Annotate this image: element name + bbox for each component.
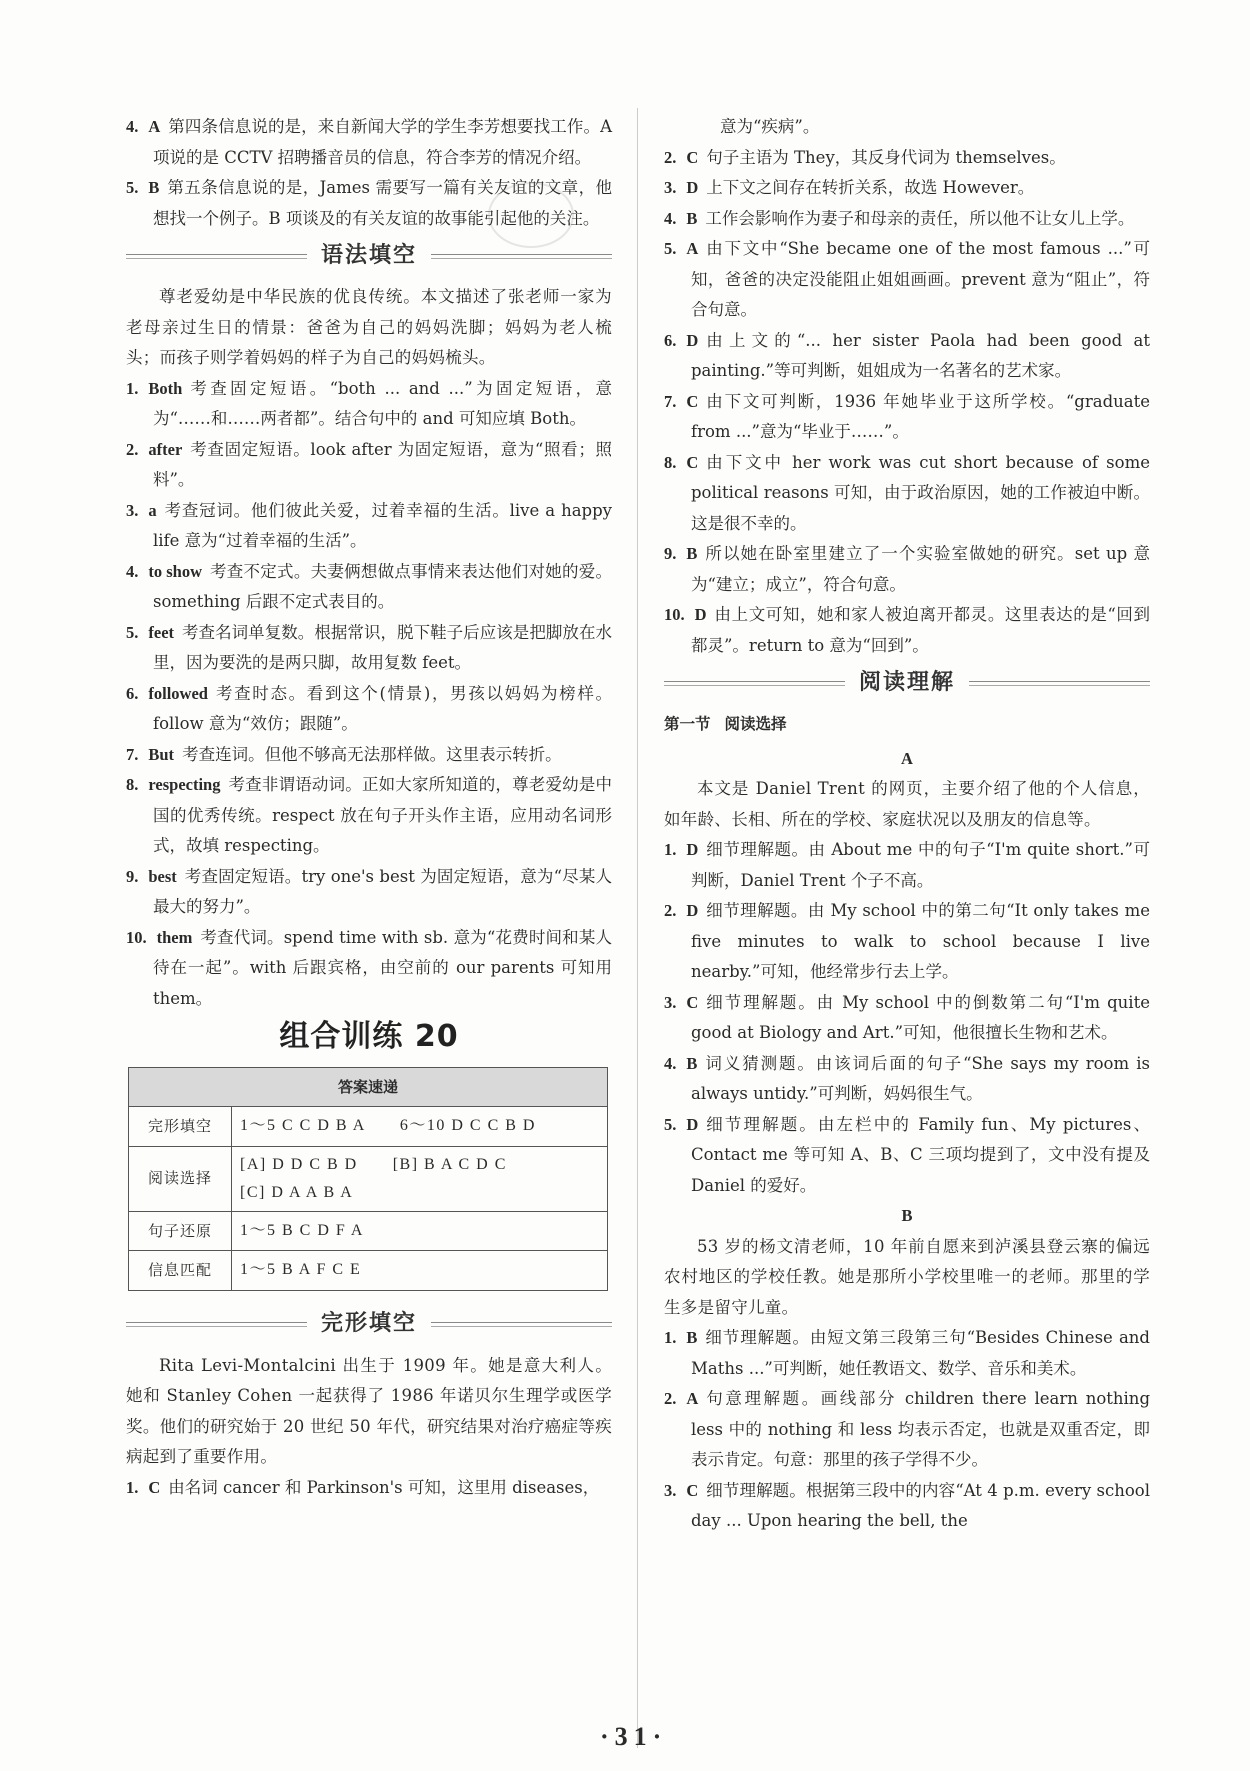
answer-table-header: 答案速递 <box>129 1067 608 1107</box>
item-answer: Both <box>148 378 183 398</box>
passage-a-items <box>664 835 1150 1201</box>
answer-item <box>664 387 1150 448</box>
item-explanation: 细节理解题。由左栏中的 Family fun、My pictures、Contact me 等可知 A、B、C 三项均提到了，文中没有提及 Daniel 的爱好。 <box>691 1114 1150 1195</box>
answer-item <box>126 740 612 771</box>
item-number: 5. <box>126 178 139 197</box>
reading-title: 阅读理解 <box>859 669 956 695</box>
item-number: 9. <box>664 544 677 563</box>
item-number: 6. <box>664 330 677 350</box>
item-answer: after <box>148 439 183 459</box>
item-number: 4. <box>126 117 139 136</box>
item-number: 5. <box>126 622 139 642</box>
item-answer: D <box>686 840 699 859</box>
cloze-title: 完形填空 <box>321 1311 418 1337</box>
item-number: 2. <box>664 901 677 920</box>
answer-item <box>126 923 612 1015</box>
answer-table-label: 阅读选择 <box>129 1146 232 1211</box>
item-number: 2. <box>126 439 139 459</box>
item-explanation: 由上文的“... her sister Paola had been good at painting.”等可判断，姐姐成为一名著名的艺术家。 <box>691 330 1150 380</box>
item-explanation: 句子主语为 They，其反身代词为 themselves。 <box>706 147 1066 167</box>
answer-item <box>126 435 612 496</box>
item-answer: A <box>148 117 161 136</box>
item-answer: A <box>686 1389 699 1408</box>
item-number: 8. <box>126 775 139 794</box>
answer-item <box>126 770 612 862</box>
item-explanation: 细节理解题。根据第三段中的内容“At 4 p.m. every school day ... Upon hearing the bell, the <box>691 1480 1150 1530</box>
passage-b-intro: 53 岁的杨文清老师，10 年前自愿来到泸溪县登云寨的偏远农村地区的学校任教。她是那所小学校里唯一的老师。那里的学生多是留守儿童。 <box>664 1236 1150 1317</box>
answer-table-row <box>129 1251 608 1291</box>
answer-item <box>126 374 612 435</box>
grammar-items <box>126 374 612 1015</box>
passage-b-items <box>664 1323 1150 1537</box>
item-answer: C <box>686 1480 699 1500</box>
answer-item <box>126 862 612 923</box>
answer-item <box>664 896 1150 988</box>
item-explanation: 考查非谓语动词。正如大家所知道的，尊老爱幼是中国的优秀传统。respect 放在句子开头作主语，应用动名词形式，故填 respecting。 <box>153 775 612 855</box>
item-answer: B <box>686 1053 698 1073</box>
item-explanation: 细节理解题。由短文第三段第三句“Besides Chinese and Maths ...”可判断，她任教语文、数学、音乐和美术。 <box>691 1328 1150 1378</box>
passage-a-intro: 本文是 Daniel Trent 的网页，主要介绍了他的个人信息，如年龄、长相、所在的学校、家庭状况以及朋友的信息等。 <box>664 779 1150 829</box>
cloze-item-1: 1. C 由名词 cancer 和 Parkinson's 可知，这里用 diseases， <box>126 1477 600 1497</box>
answer-item <box>664 1049 1150 1110</box>
item-number: 7. <box>126 744 139 764</box>
item-answer: D <box>694 605 707 624</box>
answer-table-row <box>129 1146 608 1211</box>
answer-item <box>664 1323 1150 1384</box>
item-explanation: 第四条信息说的是，来自新闻大学的学生李芳想要找工作。A 项说的是 CCTV 招聘播音员的信息，符合李芳的情况介绍。 <box>153 117 612 167</box>
item-explanation: 由上文可知，她和家人被迫离开都灵。这里表达的是“回到都灵”。return to 意为“回到”。 <box>691 605 1150 655</box>
item-answer: C <box>686 992 699 1012</box>
answer-item <box>664 326 1150 387</box>
item-answer: C <box>686 452 699 472</box>
item-answer: D <box>686 330 699 350</box>
grammar-intro: 尊老爱幼是中华民族的优良传统。本文描述了张老师一家为老母亲过生日的情景：爸爸为自己的妈妈洗脚；妈妈为老人梳头；而孩子则学着妈妈的样子为自己的妈妈梳头。 <box>126 287 612 367</box>
item-answer: a <box>148 500 157 520</box>
item-number: 6. <box>126 683 139 703</box>
item-answer: best <box>148 866 177 886</box>
item-explanation: 考查代词。spend time with sb. 意为“花费时间和某人待在一起”。with 后跟宾格，由空前的 our parents 可知用 them。 <box>153 927 612 1008</box>
item-explanation: 细节理解题。由 About me 中的句子“I'm quite short.”可判断，Daniel Trent 个子不高。 <box>691 840 1150 890</box>
answer-item <box>126 679 612 740</box>
item-answer: B <box>686 208 698 228</box>
item-explanation: 由下文可判断，1936 年她毕业于这所学校。“graduate from ...”意为“毕业于……”。 <box>691 391 1150 441</box>
item-number: 1. <box>126 378 139 398</box>
item-explanation: 考查固定短语。try one's best 为固定短语，意为“尽某人最大的努力”。 <box>153 866 612 916</box>
item-answer: D <box>686 1114 699 1134</box>
right-column <box>664 112 1150 1537</box>
item-explanation: 考查不定式。夫妻俩想做点事情来表达他们对她的爱。something 后跟不定式表目的。 <box>153 561 612 611</box>
item-number: 3. <box>664 1480 677 1500</box>
item-explanation: 考查时态。看到这个(情景)，男孩以妈妈为榜样。follow 意为“效仿；跟随”。 <box>153 683 612 733</box>
item-explanation: 所以她在卧室里建立了一个实验室做她的研究。set up 意为“建立；成立”，符合句意。 <box>691 544 1150 594</box>
answer-table-value: [A] D D C B D [B] B A C D C [C] D A A B A <box>232 1146 608 1211</box>
answer-item <box>664 204 1150 235</box>
item-number: 2. <box>664 147 677 167</box>
item-number: 3. <box>126 500 139 520</box>
answer-item <box>664 173 1150 204</box>
item-explanation: 考查固定短语。“both ... and ...”为固定短语，意为“……和……两者都”。结合句中的 and 可知应填 Both。 <box>153 378 612 428</box>
item-explanation: 细节理解题。由 My school 中的倒数第二句“I'm quite good at Biology and Art.”可知，他很擅长生物和艺术。 <box>691 992 1150 1042</box>
item-answer: C <box>686 147 699 167</box>
answer-item <box>664 1384 1150 1476</box>
answer-item <box>126 557 612 618</box>
item-number: 4. <box>664 1053 677 1073</box>
answer-item <box>664 1110 1150 1202</box>
item-answer: followed <box>148 683 208 703</box>
left-column <box>126 112 612 1503</box>
item-number: 10. <box>664 605 685 624</box>
item-answer: to show <box>148 561 203 581</box>
item-answer: But <box>148 744 175 764</box>
unit-title: 组合训练 20 <box>279 1019 459 1054</box>
reading-section-header <box>664 665 1150 701</box>
item-answer: B <box>686 544 698 563</box>
item-answer: B <box>148 178 160 197</box>
page-number: ·31· <box>600 1722 668 1751</box>
answer-table-label: 完形填空 <box>129 1107 232 1147</box>
item-explanation: 句意理解题。画线部分 children there learn nothing less 中的 nothing 和 less 均表示否定，也就是双重否定，即表示肯定。句意：那里的孩子学得不少。 <box>691 1389 1150 1469</box>
item-answer: feet <box>148 622 175 642</box>
answer-item <box>126 618 612 679</box>
cloze-items <box>664 143 1150 662</box>
cloze-intro: Rita Levi-Montalcini 出生于 1909 年。她是意大利人。她和 Stanley Cohen 一起获得了 1986 年诺贝尔生理学或医学奖。他们的研究始于 20 世纪 50 年代，研究结果对治疗癌症等疾病起到了重要作用。 <box>126 1355 612 1466</box>
watermark-stamp-icon <box>488 182 574 248</box>
passage-a-letter: A <box>901 748 913 768</box>
item-answer: respecting <box>148 775 221 794</box>
item-explanation: 第五条信息说的是，James 需要写一篇有关友谊的文章，他想找一个例子。B 项谈及的有关友谊的故事能引起他的关注。 <box>153 178 612 228</box>
item-answer: C <box>686 391 699 411</box>
item-number: 1. <box>664 1328 677 1347</box>
answer-table-value: 1～5 C C D B A 6～10 D C C B D <box>232 1107 608 1147</box>
item-number: 4. <box>664 208 677 228</box>
item-number: 1. <box>664 840 677 859</box>
answer-table-row <box>129 1211 608 1251</box>
item-number: 2. <box>664 1389 677 1408</box>
answer-item <box>126 496 612 557</box>
answer-item <box>126 112 612 173</box>
answer-table-row <box>129 1107 608 1147</box>
item-number: 10. <box>126 927 147 947</box>
item-explanation: 考查连词。但他不够高无法那样做。这里表示转折。 <box>182 744 562 764</box>
answer-item <box>664 448 1150 540</box>
item-answer: B <box>686 1328 698 1347</box>
answer-table-label: 信息匹配 <box>129 1251 232 1291</box>
item-number: 5. <box>664 1114 677 1134</box>
item-answer: A <box>686 239 699 258</box>
item-number: 7. <box>664 391 677 411</box>
item-explanation: 由下文中“She became one of the most famous ...”可知，爸爸的决定没能阻止姐姐画画。prevent 意为“阻止”，符合句意。 <box>691 239 1150 319</box>
item-number: 4. <box>126 561 139 581</box>
item-explanation: 工作会影响作为妻子和母亲的责任，所以他不让女儿上学。 <box>705 208 1135 228</box>
item-explanation: 由下文中 her work was cut short because of some political reasons 可知，由于政治原因，她的工作被迫中断。这是很不幸的。 <box>691 452 1150 533</box>
item-explanation: 考查冠词。他们彼此关爱，过着幸福的生活。live a happy life 意为“过着幸福的生活”。 <box>153 500 612 550</box>
column-divider <box>637 108 638 1748</box>
reading-subsection-heading: 第一节 阅读选择 <box>664 715 787 733</box>
cloze-section-header <box>126 1307 612 1343</box>
item-answer: D <box>686 178 699 197</box>
answer-table-value: 1～5 B C D F A <box>232 1211 608 1251</box>
answer-item <box>664 988 1150 1049</box>
answer-item <box>664 1476 1150 1537</box>
item-number: 9. <box>126 866 139 886</box>
item-answer: them <box>156 927 193 947</box>
item-explanation: 细节理解题。由 My school 中的第二句“It only takes me five minutes to walk to school because I live nearby.”可知，他经常步行去上学。 <box>691 901 1150 981</box>
item-explanation: 考查固定短语。look after 为固定短语，意为“照看；照料”。 <box>153 439 612 489</box>
passage-b-letter: B <box>901 1206 913 1225</box>
answer-item <box>664 835 1150 896</box>
answer-table-label: 句子还原 <box>129 1211 232 1251</box>
grammar-title: 语法填空 <box>321 242 418 268</box>
item-answer: D <box>686 901 699 920</box>
answer-table <box>128 1067 608 1291</box>
item-explanation: 词义猜测题。由该词后面的句子“She says my room is always untidy.”可判断，妈妈很生气。 <box>691 1053 1150 1103</box>
item-number: 3. <box>664 992 677 1012</box>
answer-item <box>664 539 1150 600</box>
item-explanation: 上下文之间存在转折关系，故选 However。 <box>706 178 1035 197</box>
item-number: 8. <box>664 452 677 472</box>
answer-item <box>664 143 1150 174</box>
answer-item <box>664 234 1150 326</box>
answer-item <box>664 600 1150 661</box>
item-number: 5. <box>664 239 677 258</box>
item-explanation: 考查名词单复数。根据常识，脱下鞋子后应该是把脚放在水里，因为要洗的是两只脚，故用复数 feet。 <box>153 622 612 672</box>
cloze-continuation: 意为“疾病”。 <box>720 117 820 136</box>
answer-table-value: 1～5 B A F C E <box>232 1251 608 1291</box>
item-number: 3. <box>664 178 677 197</box>
